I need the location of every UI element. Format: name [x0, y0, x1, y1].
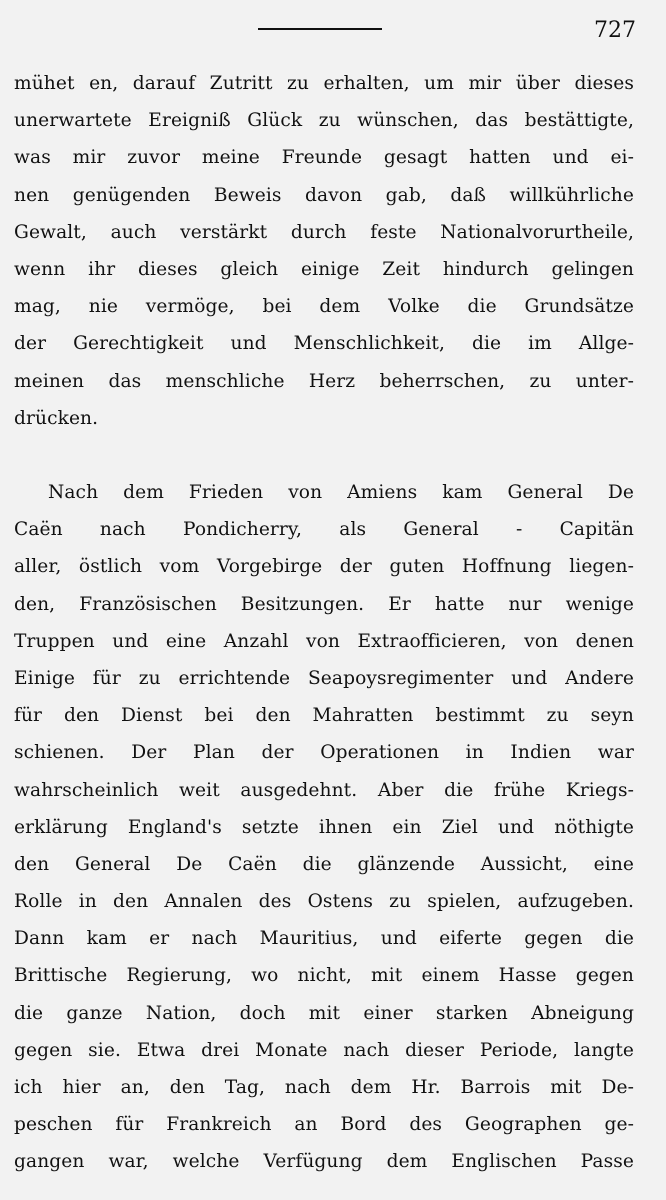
text-line: gegen sie. Etwa drei Monate nach dieser Periode, langte	[14, 1039, 634, 1061]
paragraph-1	[14, 65, 634, 437]
text-line: Gewalt, auch verstärkt durch feste Nationalvorurtheile,	[14, 221, 634, 243]
text-line: Einige für zu errichtende Seapoysregimenter und Andere	[14, 667, 634, 689]
text-line: nen genügenden Beweis davon gab, daß willkührliche	[14, 184, 634, 206]
text-line: Brittische Regierung, wo nicht, mit einem Hasse gegen	[14, 965, 634, 987]
text-line: peschen für Frankreich an Bord des Geographen ge-	[14, 1114, 634, 1136]
text-line: Caën nach Pondicherry, als General - Capitän	[14, 519, 634, 541]
text-line: die ganze Nation, doch mit einer starken Abneigung	[14, 1002, 634, 1024]
text-line: drücken.	[14, 407, 99, 429]
paragraph-2	[14, 474, 634, 1181]
text-line: erklärung England's setzte ihnen ein Ziel und nöthigte	[14, 816, 634, 838]
text-line: Truppen und eine Anzahl von Extraofficieren, von denen	[14, 630, 634, 652]
text-line: wahrscheinlich weit ausgedehnt. Aber die frühe Kriegs-	[14, 779, 634, 801]
text-line: Rolle in den Annalen des Ostens zu spielen, aufzugeben.	[14, 891, 634, 913]
text-line: den General De Caën die glänzende Aussicht, eine	[14, 853, 634, 875]
header-rule	[258, 28, 382, 30]
page-number: 727	[594, 18, 636, 43]
text-line: unerwartete Ereigniß Glück zu wünschen, das bestättigte,	[14, 110, 634, 132]
text-line: meinen das menschliche Herz beherrschen, zu unter-	[14, 370, 634, 392]
text-line: Dann kam er nach Mauritius, und eiferte gegen die	[14, 928, 634, 950]
text-line: den, Französischen Besitzungen. Er hatte nur wenige	[14, 593, 634, 615]
text-line: was mir zuvor meine Freunde gesagt hatten und ei-	[14, 147, 634, 169]
text-line: wenn ihr dieses gleich einige Zeit hindurch gelingen	[14, 258, 634, 280]
text-line: für den Dienst bei den Mahratten bestimmt zu seyn	[14, 705, 634, 727]
text-line: mag, nie vermöge, bei dem Volke die Grundsätze	[14, 296, 634, 318]
text-line: gangen war, welche Verfügung dem Englischen Passe	[14, 1151, 634, 1173]
text-line: mühet en, darauf Zutritt zu erhalten, um mir über dieses	[14, 73, 634, 94]
text-line: aller, östlich vom Vorgebirge der guten Hoffnung liegen-	[14, 556, 634, 578]
text-line: Nach dem Frieden von Amiens kam General De	[48, 482, 634, 503]
text-line: schienen. Der Plan der Operationen in Indien war	[14, 742, 634, 764]
text-line: der Gerechtigkeit und Menschlichkeit, die im Allge-	[14, 333, 634, 355]
text-line: ich hier an, den Tag, nach dem Hr. Barrois mit De-	[14, 1077, 634, 1098]
